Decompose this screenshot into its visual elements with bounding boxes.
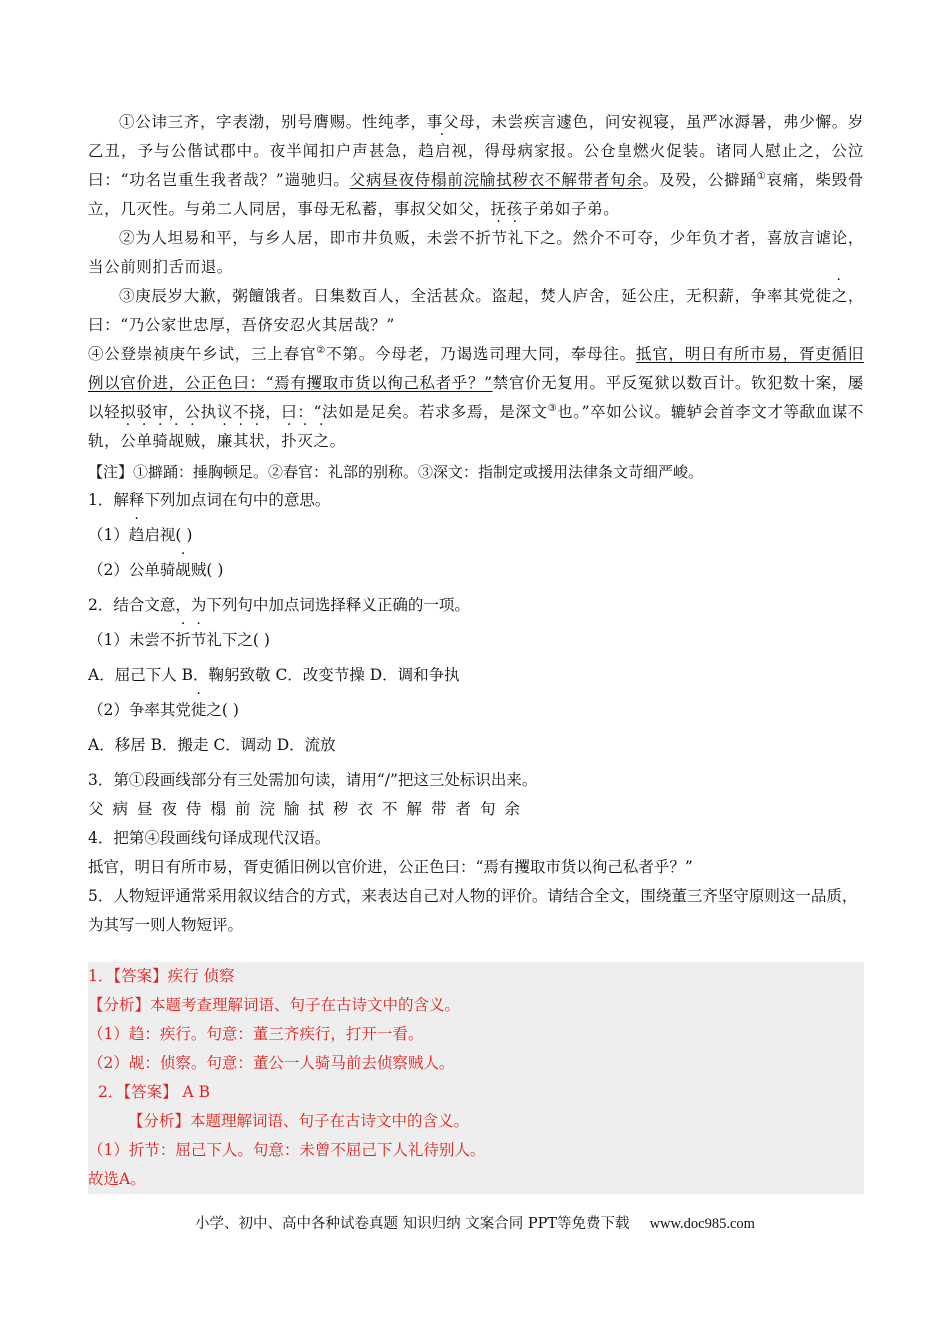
underlined-sentence-1: 父病昼夜侍榻前浣牏拭秽衣不解带者旬余 [349,171,643,189]
question-3-text: 父病昼夜侍榻前浣牏拭秽衣不解带者旬余 [88,800,530,818]
passage-paragraph-3: ③庚辰岁大歉，粥饘饿者。日集数百人，全活甚众。盗起，焚人庐舍，延公庄，无积薪，争率其党徙之，曰：“乃公家世忠厚，吾侪安忍火其居哉？” [88,287,864,334]
passage-paragraph-4: ④公登崇祯庚午乡试，三上春官②不第。今母老，乃谒选司理大同，奉母往。抵官，明日有所市易，胥吏循旧例以官价进，公正色曰：“焉有攫取市货以徇己私者乎？”禁官价无复用。平反冤狱以数百计。钦犯数十案，屡以轻拟驳审，公执议不挠，曰：“法如是足矣。若求多焉，是深文③也。”卒如公议。辘轳会首李文才等歃血谋不轨，公单骑觇贼，廉其状，扑灭之。 [88,344,864,450]
dotted-char: 其 [232,432,250,450]
question-5: 5．人物短评通常采用叙议结合的方式，来表达自己对人物的评价。请结合全文，围绕董三齐坚守原则这一品质，为其写一则人物短评。 [88,887,858,934]
question-1-item-2: （2）公单骑觇贼( ) [88,561,224,579]
answer-1-item-2: （2）觇：侦察。句意：董公一人骑马前去侦察贼人。 [88,1054,455,1072]
footer-url[interactable]: www.doc985.com [649,1216,755,1232]
footnote-marker: ① [756,170,767,182]
dotted-word: 趋 [418,142,435,160]
answer-section [88,962,864,1194]
question-1-item-1: （1）趋启视( ) [88,526,193,544]
dotted-char: ， [265,432,282,450]
question-2-item-1-options: A．屈己下人 B．鞠躬致敬 C．改变节操 D．调和争执 [88,666,460,684]
footer-text: 小学、初中、高中各种试卷真题 知识归纳 文案合同 PPT等免费下载 [195,1216,630,1232]
answer-2-analysis: 【分析】本题理解词语、句子在古诗文中的含义。 [128,1112,470,1130]
dotted-char: 贼 [184,432,201,450]
dotted-char: ， [200,432,217,450]
dotted-phrase [120,432,329,450]
answer-2-item-1: （1）折节：屈己下人。句意：未曾不屈己下人礼待别人。 [88,1141,486,1159]
page-footer [0,1212,950,1233]
question-2: 2．结合文意，为下列句中加点词选择释义正确的一项。 [88,596,470,614]
dotted-char: 觇 [168,432,185,450]
dotted-char: 公 [120,432,137,450]
dotted-char: 扑 [281,432,298,450]
dotted-word: 徙 [815,287,832,305]
question-1: 1．解释下列加点词在句中的意思。 [88,491,331,509]
question-2-item-2: （2）争率其党徙之( ) [88,701,239,719]
dotted-char: 廉 [216,432,233,450]
answer-2-conclusion: 故选A。 [88,1170,146,1188]
answer-2: 2．【答案】 A B [98,1083,211,1101]
dotted-char: 之 [313,432,330,450]
dotted-word: 折 [475,229,492,247]
question-4: 4．把第④段画线句译成现代汉语。 [88,829,331,847]
answer-1-analysis: 【分析】本题考查理解词语、句子在古诗文中的含义。 [88,996,461,1014]
footnote-marker: ② [316,344,327,356]
passage-paragraph-2: ②为人坦易和平，与乡人居，即市井负贩，未尝不折节礼下之。然介不可夺，少年负才者，喜放言谑论，当公前则扪舌而退。 [88,229,864,276]
answer-1-item-1: （1）趋：疾行。句意：董三齐疾行，打开一看。 [88,1025,424,1043]
question-2-item-2-options: A．移居 B．搬走 C．调动 D．流放 [88,736,336,754]
dotted-char: 骑 [152,432,169,450]
annotation-note: 【注】①擗踊：捶胸顿足。②春官：礼部的别称。③深文：指制定或援用法律条文苛细严峻。 [88,463,704,481]
dotted-char: 状 [249,432,266,450]
question-4-text: 抵官，明日有所市易，胥吏循旧例以官价进，公正色曰：“焉有攫取市货以徇己私者乎？” [88,858,693,876]
question-3: 3．第①段画线部分有三处需加句读，请用“/”把这三处标识出来。 [88,771,538,789]
footnote-marker: ③ [547,402,558,414]
answer-1: 1．【答案】疾行 侦察 [88,967,235,985]
dotted-char: 单 [136,432,153,450]
dotted-word: 节 [491,229,508,247]
document-body [88,108,864,940]
underlined-sentence-4: 抵官，明日有所市易，胥吏循旧例以官价进，公正色曰：“焉有攫取市货以徇己私者乎？” [88,345,864,392]
question-2-item-1: （1）未尝不折节礼下之( ) [88,631,270,649]
passage-paragraph-1: ①公讳三齐，字表渤，别号膺赐。性纯孝，事父母，未尝疾言遽色，问安视寝，虽严冰溽暑，弗少懈。岁乙丑，予与公偕试郡中。夜半闻扣户声甚急，趋启视，得母病家报。公仓皇燃火促装。诸同人慰止之，公泣曰：“功名岂重生我者哉？”遄驰归。父病昼夜侍榻前浣牏拭秽衣不解带者旬余。及殁，公擗踊①哀痛，柴毁骨立，几灭性。与弟二人同居，事母无私蓄，事叔父如父，抚孩子弟如子弟。 [88,113,864,218]
dotted-char: 灭 [297,432,314,450]
